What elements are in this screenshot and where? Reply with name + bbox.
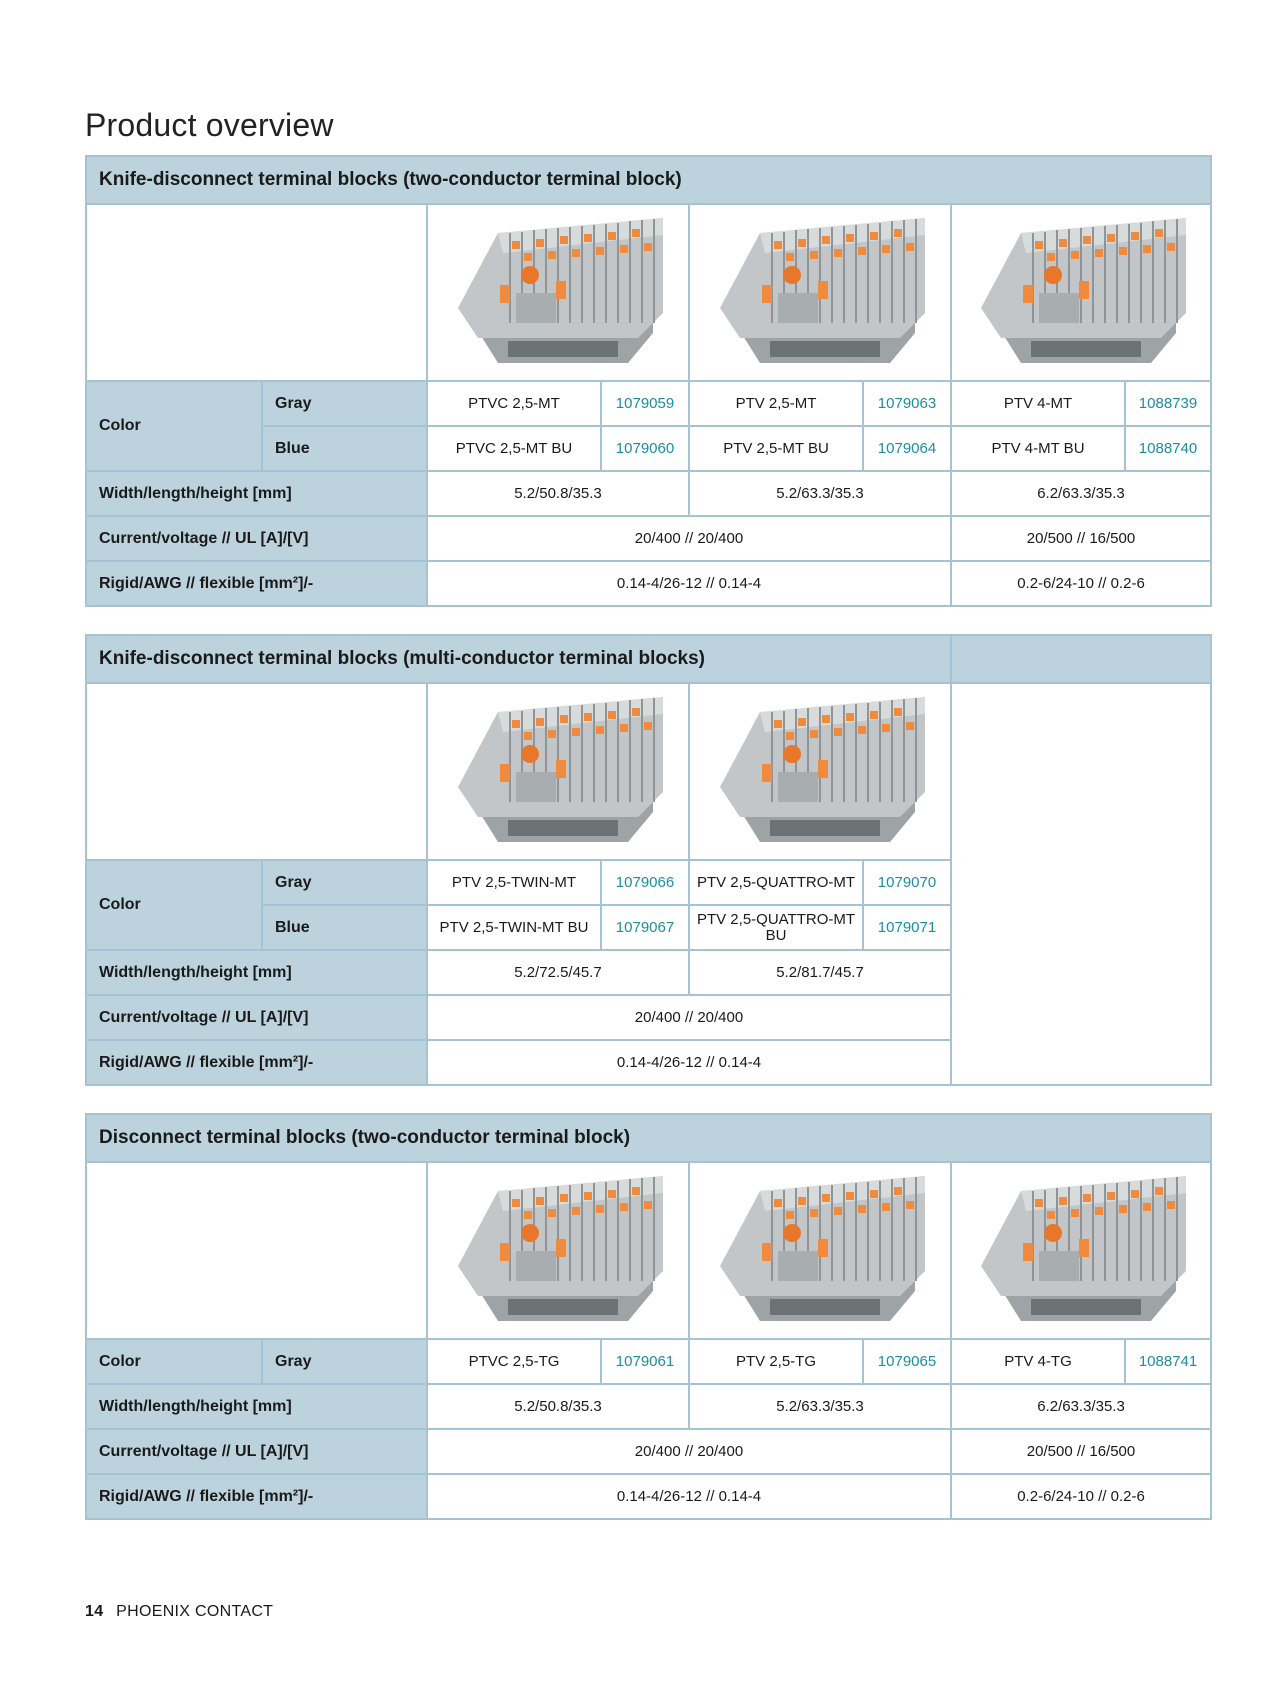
dims-value: 5.2/81.7/45.7 [689, 950, 951, 995]
gray-label: Gray [262, 381, 427, 426]
dims-value: 5.2/63.3/35.3 [689, 471, 951, 516]
current-voltage-value: 20/400 // 20/400 [427, 995, 951, 1040]
current-voltage-value: 20/500 // 16/500 [951, 516, 1211, 561]
order-code[interactable]: 1088739 [1125, 381, 1211, 426]
terminal-block-image [961, 213, 1201, 373]
dims-label: Width/length/height [mm] [86, 1384, 427, 1429]
page-number: 14 [85, 1603, 104, 1620]
rigid-awg-label: Rigid/AWG // flexible [mm²]/- [86, 1474, 427, 1519]
order-code[interactable]: 1079059 [601, 381, 689, 426]
order-code[interactable]: 1079071 [863, 905, 951, 950]
rigid-awg-value: 0.2-6/24-10 // 0.2-6 [951, 561, 1211, 606]
product-image [427, 204, 689, 381]
product-image [951, 1162, 1211, 1339]
terminal-block-image [438, 1171, 678, 1331]
product-name: PTV 2,5-TWIN-MT BU [427, 905, 601, 950]
product-image [689, 683, 951, 860]
product-name: PTVC 2,5-MT [427, 381, 601, 426]
page-footer [85, 1603, 273, 1621]
terminal-block-image [700, 1171, 940, 1331]
current-voltage-value: 20/400 // 20/400 [427, 1429, 951, 1474]
dims-value: 5.2/50.8/35.3 [427, 1384, 689, 1429]
product-name: PTVC 2,5-TG [427, 1339, 601, 1384]
dims-value: 6.2/63.3/35.3 [951, 1384, 1211, 1429]
section2-table [85, 634, 1212, 1086]
gray-label: Gray [262, 1339, 427, 1384]
section3-title: Disconnect terminal blocks (two-conductor terminal block) [86, 1114, 1211, 1162]
dims-value: 6.2/63.3/35.3 [951, 471, 1211, 516]
product-name: PTV 2,5-TWIN-MT [427, 860, 601, 905]
terminal-block-image [700, 213, 940, 373]
product-image [689, 1162, 951, 1339]
order-code[interactable]: 1088741 [1125, 1339, 1211, 1384]
dims-label: Width/length/height [mm] [86, 471, 427, 516]
current-voltage-label: Current/voltage // UL [A]/[V] [86, 995, 427, 1040]
product-image [427, 1162, 689, 1339]
section1-title: Knife-disconnect terminal blocks (two-conductor terminal block) [86, 156, 1211, 204]
order-code[interactable]: 1079060 [601, 426, 689, 471]
order-code[interactable]: 1079070 [863, 860, 951, 905]
product-name: PTV 2,5-MT [689, 381, 863, 426]
current-voltage-value: 20/400 // 20/400 [427, 516, 951, 561]
order-code[interactable]: 1079063 [863, 381, 951, 426]
dims-label: Width/length/height [mm] [86, 950, 427, 995]
rigid-awg-label: Rigid/AWG // flexible [mm²]/- [86, 1040, 427, 1085]
rigid-awg-label: Rigid/AWG // flexible [mm²]/- [86, 561, 427, 606]
gray-label: Gray [262, 860, 427, 905]
product-name: PTV 4-MT [951, 381, 1125, 426]
product-name: PTV 2,5-QUATTRO-MT BU [689, 905, 863, 950]
current-voltage-label: Current/voltage // UL [A]/[V] [86, 516, 427, 561]
order-code[interactable]: 1079066 [601, 860, 689, 905]
rigid-awg-value: 0.14-4/26-12 // 0.14-4 [427, 561, 951, 606]
product-image [427, 683, 689, 860]
section1-table [85, 155, 1212, 607]
blue-label: Blue [262, 905, 427, 950]
blue-label: Blue [262, 426, 427, 471]
product-name: PTVC 2,5-MT BU [427, 426, 601, 471]
section2-title: Knife-disconnect terminal blocks (multi-conductor terminal blocks) [86, 635, 951, 683]
order-code[interactable]: 1079067 [601, 905, 689, 950]
product-name: PTV 2,5-QUATTRO-MT [689, 860, 863, 905]
page-title: Product overview [85, 107, 334, 144]
terminal-block-image [438, 213, 678, 373]
dims-value: 5.2/50.8/35.3 [427, 471, 689, 516]
product-name: PTV 2,5-MT BU [689, 426, 863, 471]
empty-cell [951, 683, 1211, 1085]
color-label: Color [86, 381, 262, 471]
color-label: Color [86, 1339, 262, 1384]
product-name: PTV 2,5-TG [689, 1339, 863, 1384]
image-placeholder [86, 683, 427, 860]
dims-value: 5.2/72.5/45.7 [427, 950, 689, 995]
current-voltage-label: Current/voltage // UL [A]/[V] [86, 1429, 427, 1474]
order-code[interactable]: 1079061 [601, 1339, 689, 1384]
color-label: Color [86, 860, 262, 950]
dims-value: 5.2/63.3/35.3 [689, 1384, 951, 1429]
header-spacer [951, 635, 1211, 683]
rigid-awg-value: 0.2-6/24-10 // 0.2-6 [951, 1474, 1211, 1519]
product-image [689, 204, 951, 381]
current-voltage-value: 20/500 // 16/500 [951, 1429, 1211, 1474]
product-name: PTV 4-MT BU [951, 426, 1125, 471]
image-placeholder [86, 1162, 427, 1339]
terminal-block-image [961, 1171, 1201, 1331]
terminal-block-image [700, 692, 940, 852]
order-code[interactable]: 1079065 [863, 1339, 951, 1384]
product-name: PTV 4-TG [951, 1339, 1125, 1384]
image-placeholder [86, 204, 427, 381]
order-code[interactable]: 1088740 [1125, 426, 1211, 471]
terminal-block-image [438, 692, 678, 852]
product-image [951, 204, 1211, 381]
brand-name: PHOENIX CONTACT [116, 1603, 274, 1620]
rigid-awg-value: 0.14-4/26-12 // 0.14-4 [427, 1040, 951, 1085]
section3-table [85, 1113, 1212, 1520]
rigid-awg-value: 0.14-4/26-12 // 0.14-4 [427, 1474, 951, 1519]
order-code[interactable]: 1079064 [863, 426, 951, 471]
